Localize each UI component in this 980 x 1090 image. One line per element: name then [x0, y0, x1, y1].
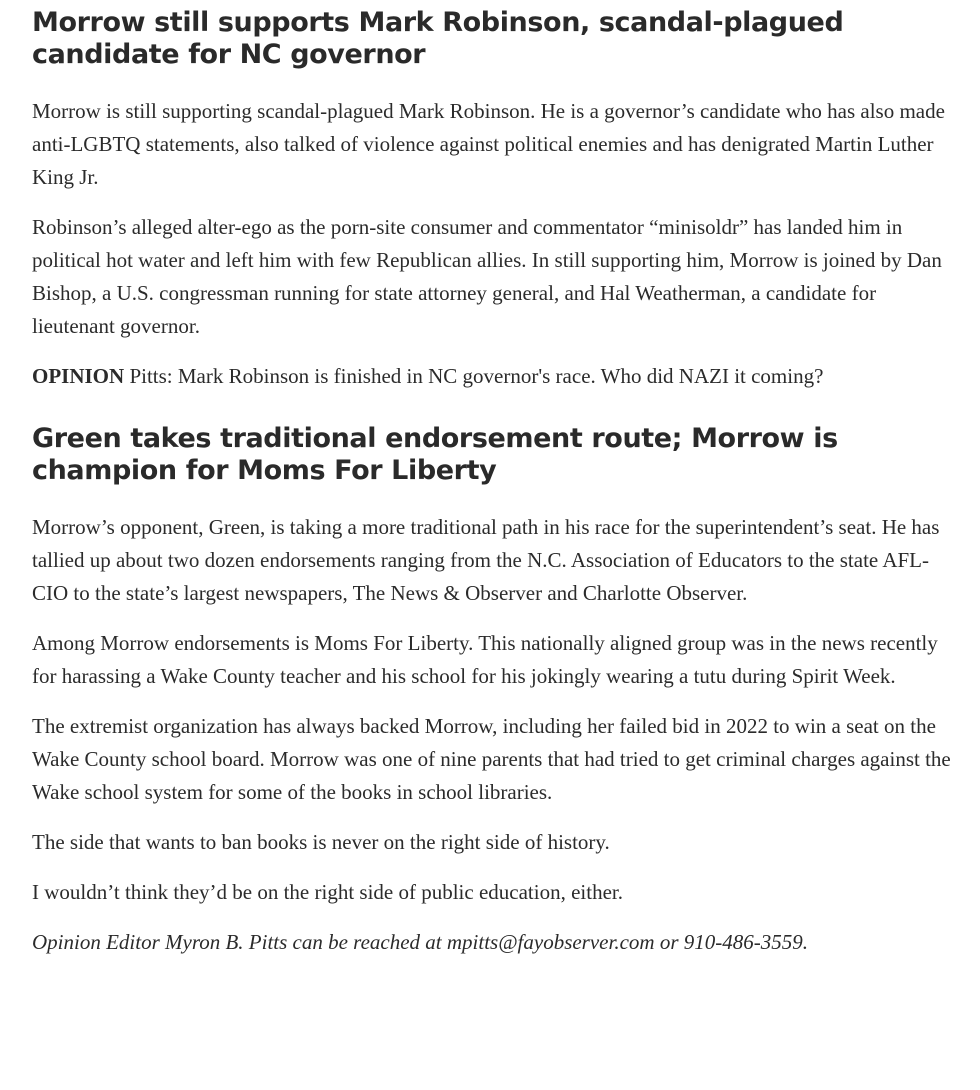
paragraph: Robinson’s alleged alter-ego as the porn-site consumer and commentator “minisoldr” has landed him in political hot water and left him with few Republican allies. In still supporting him, Morrow is joined by Dan Bishop, a U.S. congressman running for state attorney general, and Hal Weatherman, a candidate for lieutenant governor. — [32, 215, 942, 338]
paragraph: Among Morrow endorsements is Moms For Liberty. This nationally aligned group was in the news recently for harassing a Wake County teacher and his school for his jokingly wearing a tutu during Spirit Week. — [32, 631, 938, 688]
paragraph: Morrow is still supporting scandal-plagued Mark Robinson. He is a governor’s candidate who has also made anti-LGBTQ statements, also talked of violence against political enemies and has denigrated Martin Luther King Jr. — [32, 99, 945, 189]
paragraph: Morrow’s opponent, Green, is taking a more traditional path in his race for the superintendent’s seat. He has tallied up about two dozen endorsements ranging from the N.C. Association of Educators to the state AFL-CIO to the state’s largest newspapers, The News & Observer and Charlotte Observer. — [32, 515, 940, 605]
section-heading-robinson: Morrow still supports Mark Robinson, scandal-plagued candidate for NC governor — [32, 7, 844, 70]
paragraph: I wouldn’t think they’d be on the right side of public education, either. — [32, 880, 623, 904]
paragraph: The extremist organization has always backed Morrow, including her failed bid in 2022 to win a seat on the Wake County school board. Morrow was one of nine parents that had tried to get criminal charges against the Wake school system for some of the books in school libraries. — [32, 714, 951, 804]
related-opinion-link[interactable]: Pitts: Mark Robinson is finished in NC governor's race. Who did NAZI it coming? — [129, 364, 824, 388]
related-opinion-link-row — [32, 360, 956, 393]
paragraph: The side that wants to ban books is never on the right side of history. — [32, 830, 610, 854]
author-signoff: Opinion Editor Myron B. Pitts can be reached at mpitts@fayobserver.com or 910-486-3559. — [32, 930, 808, 954]
section-heading-endorsements: Green takes traditional endorsement route; Morrow is champion for Moms For Liberty — [32, 423, 838, 486]
opinion-label: OPINION — [32, 364, 125, 388]
